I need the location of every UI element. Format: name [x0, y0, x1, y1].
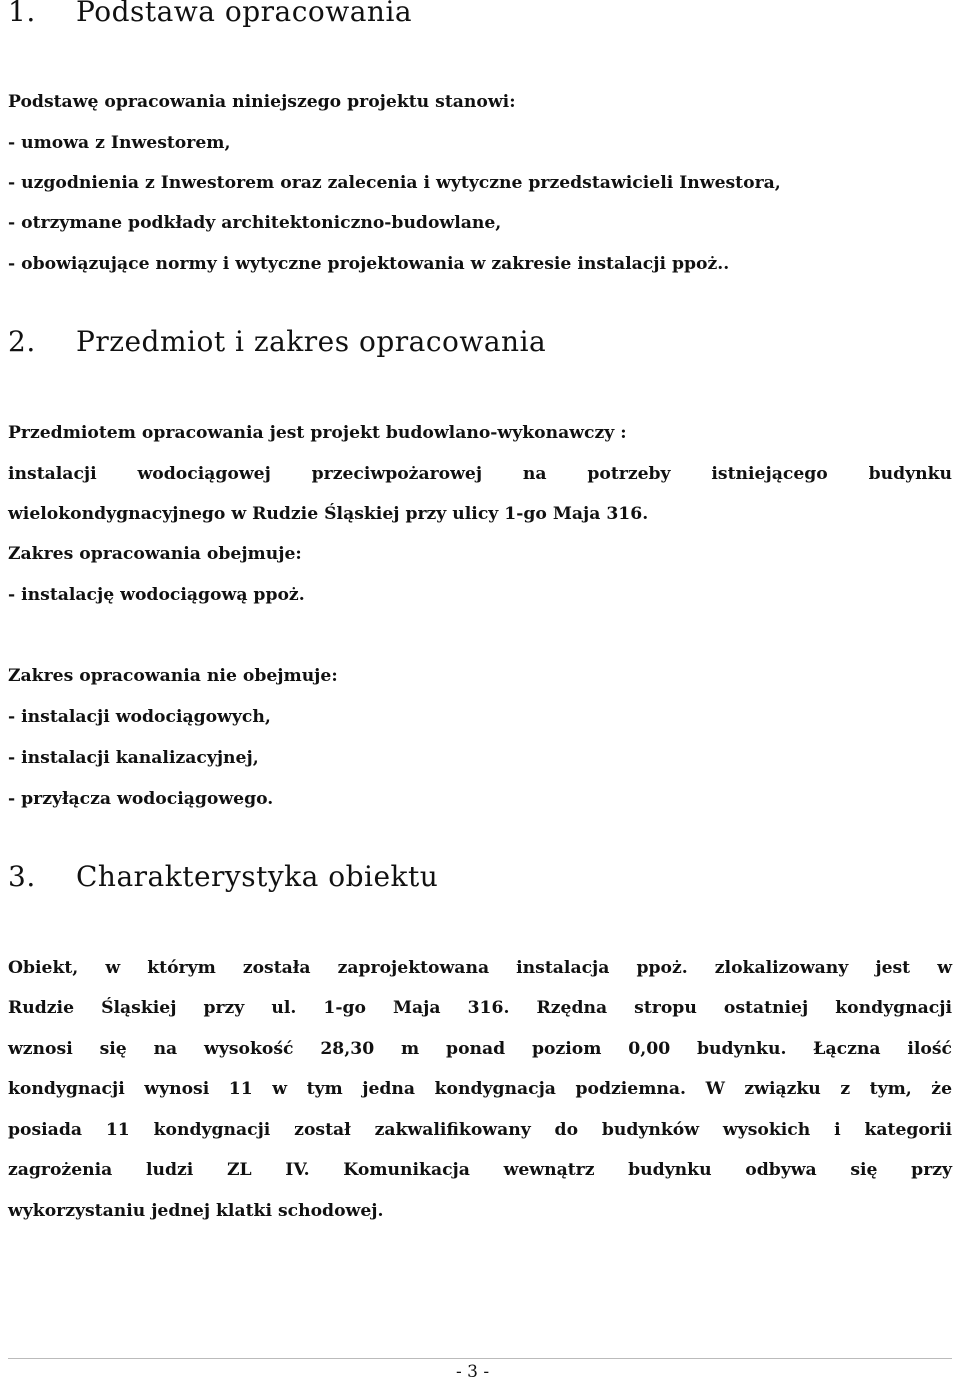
section-3-paragraph-line: wykorzystaniu jednej klatki schodowej. — [8, 1201, 384, 1221]
section-2-paragraph-line: wielokondygnacyjnego w Rudzie Śląskiej przy ulicy 1-go Maja 316. — [8, 504, 649, 524]
scope-excludes-heading: Zakres opracowania nie obejmuje: — [8, 666, 338, 686]
section-2-number: 2. — [8, 325, 36, 358]
page-number: - 3 - — [456, 1362, 490, 1382]
section-3-paragraph-line: posiada 11 kondygnacji został zakwalifikowany do budynków wysokich i kategorii — [8, 1120, 952, 1140]
section-1-number: 1. — [8, 0, 36, 28]
section-1-item: - obowiązujące normy i wytyczne projektowania w zakresie instalacji ppoż.. — [8, 254, 730, 274]
section-1-intro: Podstawę opracowania niniejszego projektu stanowi: — [8, 92, 516, 112]
section-3-paragraph-line: wznosi się na wysokość 28,30 m ponad poziom 0,00 budynku. Łączna ilość — [8, 1039, 952, 1059]
section-3-paragraph-line: Obiekt, w którym została zaprojektowana instalacja ppoż. zlokalizowany jest w — [8, 958, 952, 978]
section-2-heading — [8, 322, 546, 362]
section-1-title: Podstawa opracowania — [76, 0, 413, 28]
scope-excludes-item: - instalacji kanalizacyjnej, — [8, 748, 259, 768]
section-3-heading — [8, 857, 438, 897]
scope-includes-heading: Zakres opracowania obejmuje: — [8, 544, 302, 564]
scope-excludes-item: - instalacji wodociągowych, — [8, 707, 271, 727]
section-3-number: 3. — [8, 860, 36, 893]
section-3-title: Charakterystyka obiektu — [76, 860, 439, 893]
section-3-paragraph-line: zagrożenia ludzi ZL IV. Komunikacja wewnątrz budynku odbywa się przy — [8, 1160, 952, 1180]
section-2-paragraph-line: instalacji wodociągowej przeciwpożarowej na potrzeby istniejącego budynku — [8, 464, 952, 484]
section-3-paragraph-line: kondygnacji wynosi 11 w tym jedna kondygnacja podziemna. W związku z tym, że — [8, 1079, 952, 1099]
scope-includes-item: - instalację wodociągową ppoż. — [8, 585, 305, 605]
section-2-intro: Przedmiotem opracowania jest projekt budowlano-wykonawczy : — [8, 423, 627, 443]
section-1-item: - umowa z Inwestorem, — [8, 133, 231, 153]
section-2-title: Przedmiot i zakres opracowania — [76, 325, 547, 358]
section-3-paragraph-line: Rudzie Śląskiej przy ul. 1-go Maja 316. Rzędna stropu ostatniej kondygnacji — [8, 998, 952, 1018]
section-1-item: - otrzymane podkłady architektoniczno-budowlane, — [8, 213, 502, 233]
section-1-heading — [8, 0, 412, 32]
section-1-item: - uzgodnienia z Inwestorem oraz zalecenia i wytyczne przedstawicieli Inwestora, — [8, 173, 781, 193]
scope-excludes-item: - przyłącza wodociągowego. — [8, 789, 274, 809]
